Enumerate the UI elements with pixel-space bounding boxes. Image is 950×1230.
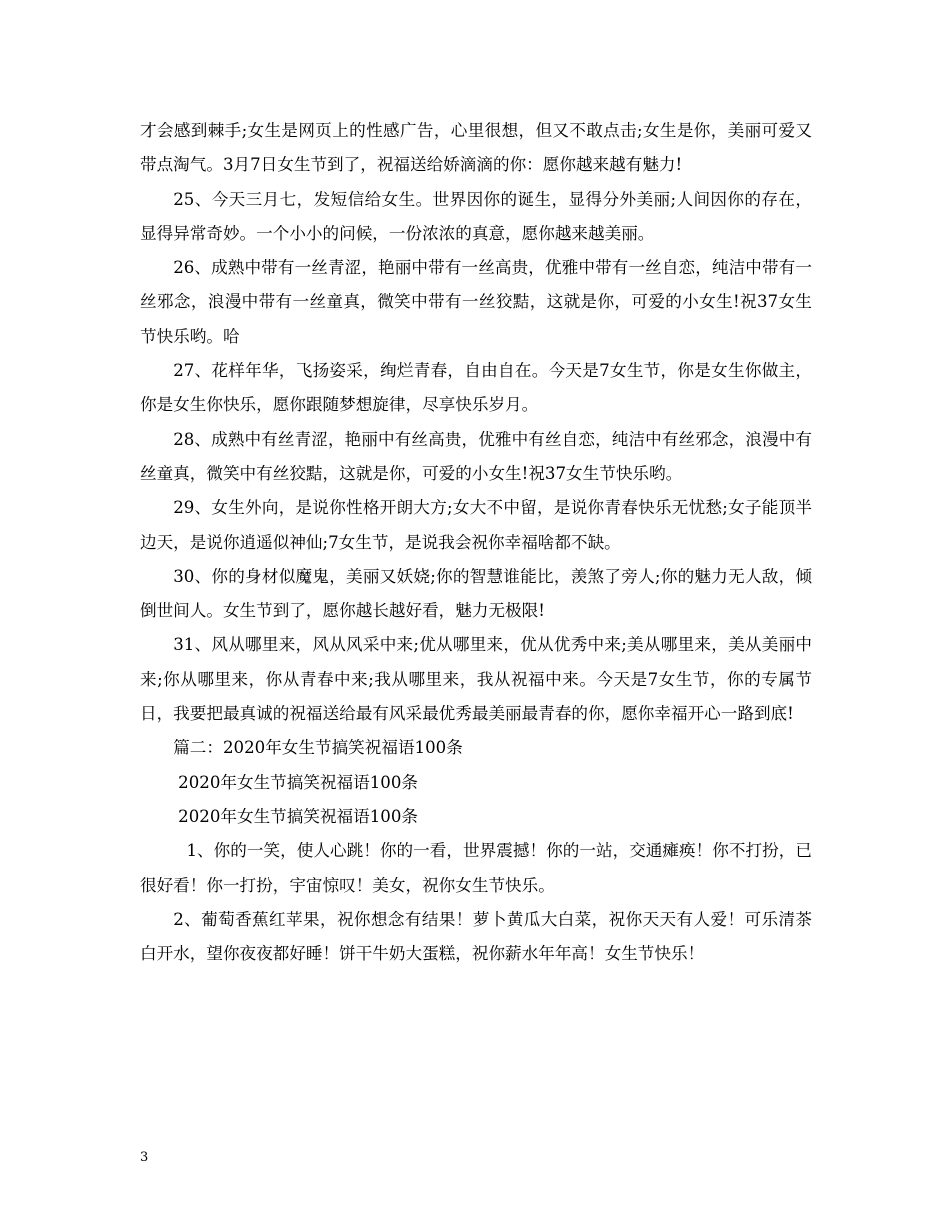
paragraph-30: 30、你的身材似魔鬼，美丽又妖娆;你的智慧谁能比，羡煞了旁人;你的魅力无人敌，倾倒世间人。女生节到了，愿你越长越好看，魅力无极限! [140,566,812,621]
paragraph-25: 25、今天三月七，发短信给女生。世界因你的诞生，显得分外美丽;人间因你的存在，显得异常奇妙。一个小小的问候，一份浓浓的真意，愿你越来越美丽。 [140,189,812,243]
paragraph-continuation: 才会感到棘手;女生是网页上的性感广告，心里很想，但又不敢点击;女生是你，美丽可爱又带点淘气。3月7日女生节到了，祝福送给娇滴滴的你：愿你越来越有魅力! [140,121,812,175]
section-heading: 篇二：2020年女生节搞笑祝福语100条 [173,738,463,758]
section-title-line: 2020年女生节搞笑祝福语100条 [178,806,419,826]
document-body [140,114,812,971]
page-number: 3 [140,1150,149,1165]
paragraph-28: 28、成熟中有丝青涩，艳丽中有丝高贵，优雅中有丝自恋，纯洁中有丝邪念，浪漫中有丝童真，微笑中有丝狡黠，这就是你，可爱的小女生!祝37女生节快乐哟。 [140,429,812,483]
paragraph-26: 26、成熟中带有一丝青涩，艳丽中带有一丝高贵，优雅中带有一丝自恋，纯洁中带有一丝邪念，浪漫中带有一丝童真，微笑中带有一丝狡黠，这就是你，可爱的小女生!祝37女生节快乐哟。哈 [140,258,812,346]
section-title-line: 2020年女生节搞笑祝福语100条 [178,772,419,792]
paragraph-31: 31、风从哪里来，风从风采中来;优从哪里来，优从优秀中来;美从哪里来，美从美丽中来;你从哪里来，你从青春中来;我从哪里来，我从祝福中来。今天是7女生节，你的专属节日，我要把最真诚的祝福送给最有风采最优秀最美丽最青春的你，愿你幸福开心一路到底! [140,635,812,724]
paragraph-27: 27、花样年华，飞扬姿采，绚烂青春，自由自在。今天是7女生节，你是女生你做主，你是女生你快乐，愿你跟随梦想旋律，尽享快乐岁月。 [140,361,812,415]
paragraph-29: 29、女生外向，是说你性格开朗大方;女大不中留，是说你青春快乐无忧愁;女子能顶半边天，是说你逍遥似神仙;7女生节，是说我会祝你幸福啥都不缺。 [140,498,812,552]
paragraph-1: 1、你的一笑，使人心跳！你的一看，世界震撼！你的一站，交通瘫痪！你不打扮，已很好看！你一打扮，宇宙惊叹！美女，祝你女生节快乐。 [140,841,812,895]
paragraph-2: 2、葡萄香蕉红苹果，祝你想念有结果！萝卜黄瓜大白菜，祝你天天有人爱！可乐清茶白开水，望你夜夜都好睡！饼干牛奶大蛋糕，祝你薪水年年高！女生节快乐！ [140,909,812,964]
